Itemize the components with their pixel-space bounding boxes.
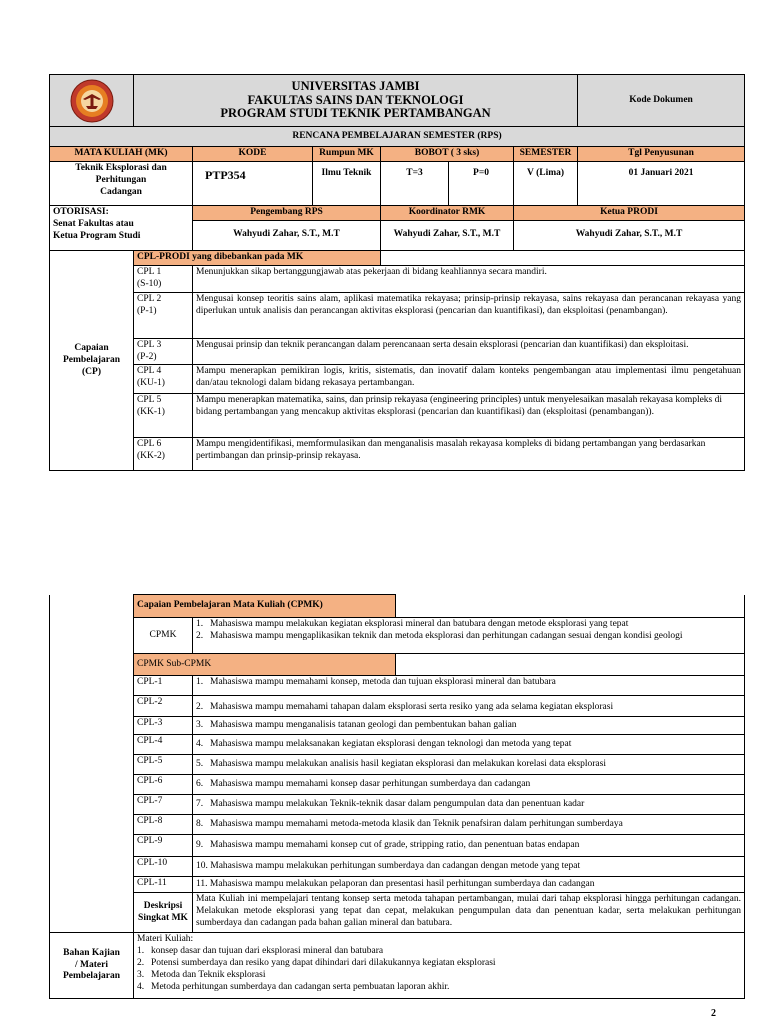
cpl-text: Mengusai konsep teoritis sains alam, aplikasi matematika rekayasa; prinsip-prinsip rekayasa, sains rekayasa dan perancanan rekayasa yang diperlukan untuk analisis dan perancangan aktivitas eksplorasi (pencarian dan kuantifikasi), dan eksploitasi (penambangan). xyxy=(193,292,745,338)
cpmk-list: 1. Mahasiswa mampu melakukan kegiatan eksplorasi mineral dan batubara dengan metode eksplorasi yang tepat 2. Mahasiswa mampu mengaplikasikan teknik dan metoda eksplorasi dan perhitungan cadangan sesuai dengan kondisi geologi xyxy=(193,618,745,654)
sub-cpmk-code: CPL-6 xyxy=(134,775,193,795)
cpl-code: CPL 3 (P-2) xyxy=(134,338,193,365)
sub-cpmk-text: 9. Mahasiswa mampu memahami konsep cut of grade, stripping ratio, dan penentuan batas endapan xyxy=(193,835,745,857)
sub-cpmk-text: 11. Mahasiswa mampu melakukan pelaporan dan presentasi hasil perhitungan sumberdaya dan cadangan xyxy=(193,877,745,893)
course-bobot-t: T=3 xyxy=(381,161,449,205)
ketua-name: Wahyudi Zahar, S.T., M.T xyxy=(514,220,745,250)
university-name: UNIVERSITAS JAMBI xyxy=(291,78,420,93)
cpmk-title-spacer xyxy=(396,595,745,618)
sub-cpmk-code: CPL-2 xyxy=(134,696,193,717)
sub-cpmk-text: 3. Mahasiswa mampu menganalisis tatanan geologi dan pembentukan bahan galian xyxy=(193,717,745,735)
mk-header: MATA KULIAH (MK) xyxy=(50,147,193,162)
sub-cpmk-code: CPL-5 xyxy=(134,755,193,775)
cpl-prodi-title-spacer xyxy=(381,250,745,265)
cpl-code: CPL 4 (KU-1) xyxy=(134,365,193,394)
university-logo-icon xyxy=(69,78,115,124)
semester-header: SEMESTER xyxy=(514,147,578,162)
cpmk-section-title: Capaian Pembelajaran Mata Kuliah (CPMK) xyxy=(134,595,396,618)
course-tgl: 01 Januari 2021 xyxy=(578,161,745,205)
sub-cpmk-code: CPL-1 xyxy=(134,676,193,696)
sub-cpmk-text: 6. Mahasiswa mampu memahami konsep dasar perhitungan sumberdaya dan cadangan xyxy=(193,775,745,795)
cpmk-left-blank xyxy=(50,595,134,933)
sub-cpmk-text: 4. Mahasiswa mampu melaksanakan kegiatan eksplorasi dengan teknologi dan metoda yang tepat xyxy=(193,735,745,755)
cpl-text: Mengusai prinsip dan teknik perancangan dalam perencanaan serta desain eksplorasi (pencarian dan kuantifikasi) dan eksploitasi. xyxy=(193,338,745,365)
deskripsi-text: Mata Kuliah ini mempelajari tentang konsep serta metoda tahapan pertambangan, mulai dari tahap eksplorasi hingga perhitungan cadangan. Melakukan metode eksplorasi yang tepat dan cepat, melakukan pengumpulan data dan penentuan kadar, serta melakukan perhitungan sumberdaya dan cadangan pada bahan galian mineral dan batubara. xyxy=(193,893,745,933)
cpl-text: Menunjukkan sikap bertanggungjawab atas pekerjaan di bidang keahliannya secara mandiri. xyxy=(193,265,745,292)
bobot-header: BOBOT ( 3 sks) xyxy=(381,147,514,162)
pengembang-name: Wahyudi Zahar, S.T., M.T xyxy=(193,220,381,250)
cpl-code: CPL 6 (KK-2) xyxy=(134,438,193,471)
rumpun-header: Rumpun MK xyxy=(313,147,381,162)
institution-header xyxy=(134,75,578,127)
sub-cpmk-text: 5. Mahasiswa mampu melakukan analisis hasil kegiatan eksplorasi dan melakukan korelasi data eksplorasi xyxy=(193,755,745,775)
sub-cpmk-text: 7. Mahasiswa mampu melakukan Teknik-teknik dasar dalam pengumpulan data dan penentuan kadar xyxy=(193,795,745,815)
sub-cpmk-code: CPL-3 xyxy=(134,717,193,735)
sub-cpmk-title: CPMK Sub-CPMK xyxy=(134,654,396,676)
cp-label: Capaian Pembelajaran (CP) xyxy=(50,250,134,471)
sub-cpmk-text: 8. Mahasiswa mampu memahami metoda-metoda klasik dan Teknik penafsiran dalam perhitungan sumberdaya xyxy=(193,815,745,835)
bahan-intro: Materi Kuliah: xyxy=(137,934,194,944)
bahan-label: Bahan Kajian / Materi Pembelajaran xyxy=(50,933,134,999)
sub-cpmk-title-spacer xyxy=(396,654,745,676)
rps-header-table xyxy=(49,74,745,471)
tgl-header: Tgl Penyusunan xyxy=(578,147,745,162)
sub-cpmk-code: CPL-11 xyxy=(134,877,193,893)
pengembang-header: Pengembang RPS xyxy=(193,205,381,220)
doc-title: RENCANA PEMBELAJARAN SEMESTER (RPS) xyxy=(50,127,745,147)
cpl-text: Mampu mengidentifikasi, memformulasikan dan menganalisis masalah rekayasa kompleks di bidang pertambangan yang berdasarkan pertimbangan dan prinsip-prinsip rekayasa. xyxy=(193,438,745,471)
sub-cpmk-text: 1. Mahasiswa mampu memahami konsep, metoda dan tujuan eksplorasi mineral dan batubara xyxy=(193,676,745,696)
koordinator-header: Koordinator RMK xyxy=(381,205,514,220)
sub-cpmk-text: 2. Mahasiswa mampu memahami tahapan dalam eksplorasi serta resiko yang ada selama kegiatan eksplorasi xyxy=(193,696,745,717)
course-bobot-p: P=0 xyxy=(449,161,514,205)
bahan-content: Materi Kuliah: 1. konsep dasar dan tujuan dari eksplorasi mineral dan batubara 2. Potensi sumberdaya dan resiko yang dapat dihindari dari dilakukannya kegiatan eksplorasi 3. Metoda dan Teknik eksplorasi 4. Metoda perhitungan sumberdaya dan cadangan serta pembuatan laporan akhir. xyxy=(134,933,745,999)
page-number: 2 xyxy=(711,1008,716,1019)
sub-cpmk-code: CPL-10 xyxy=(134,857,193,877)
logo-cell xyxy=(50,75,134,127)
deskripsi-label: Deskripsi Singkat MK xyxy=(134,893,193,933)
sub-cpmk-text: 10. Mahasiswa mampu melakukan perhitungan sumberdaya dan cadangan dengan metode yang tepat xyxy=(193,857,745,877)
program-name: PROGRAM STUDI TEKNIK PERTAMBANGAN xyxy=(220,106,491,121)
koordinator-name: Wahyudi Zahar, S.T., M.T xyxy=(381,220,514,250)
cpmk-table xyxy=(49,594,745,999)
sub-cpmk-code: CPL-8 xyxy=(134,815,193,835)
sub-cpmk-code: CPL-9 xyxy=(134,835,193,857)
sub-cpmk-code: CPL-7 xyxy=(134,795,193,815)
otorisasi-label: OTORISASI: Senat Fakultas atau Ketua Program Studi xyxy=(50,205,193,250)
sub-cpmk-code: CPL-4 xyxy=(134,735,193,755)
kode-dokumen-label: Kode Dokumen xyxy=(629,94,693,105)
cpl-text: Mampu menerapkan matematika, sains, dan prinsip rekayasa (engineering principles) untuk menyelesaikan masalah rekayasa kompleks di bidang pertambangan yang mencakup aktivitas eksplorasi (pencarian dan kuantifikasi) dan (eksploitasi (penambangan)). xyxy=(193,394,745,438)
kode-dokumen-cell xyxy=(578,75,745,127)
ketua-header: Ketua PRODI xyxy=(514,205,745,220)
cpl-code: CPL 5 (KK-1) xyxy=(134,394,193,438)
cpl-text: Mampu menerapkan pemikiran logis, kritis, sistematis, dan inovatif dalam konteks pengembangan atau implementasi ilmu pengetahuan dan/atau teknologi dalam bidang rekasaya pertambangan. xyxy=(193,365,745,394)
course-kode: PTP354 xyxy=(193,161,313,205)
cpl-prodi-title: CPL-PRODI yang dibebankan pada MK xyxy=(134,250,381,265)
kode-header: KODE xyxy=(193,147,313,162)
course-semester: V (Lima) xyxy=(514,161,578,205)
course-name: Teknik Eksplorasi dan Perhitungan Cadangan xyxy=(50,161,193,205)
course-rumpun: Ilmu Teknik xyxy=(313,161,381,205)
cpmk-label: CPMK xyxy=(134,618,193,654)
cpl-code: CPL 2 (P-1) xyxy=(134,292,193,338)
cpl-code: CPL 1 (S-10) xyxy=(134,265,193,292)
faculty-name: FAKULTAS SAINS DAN TEKNOLOGI xyxy=(247,92,464,107)
